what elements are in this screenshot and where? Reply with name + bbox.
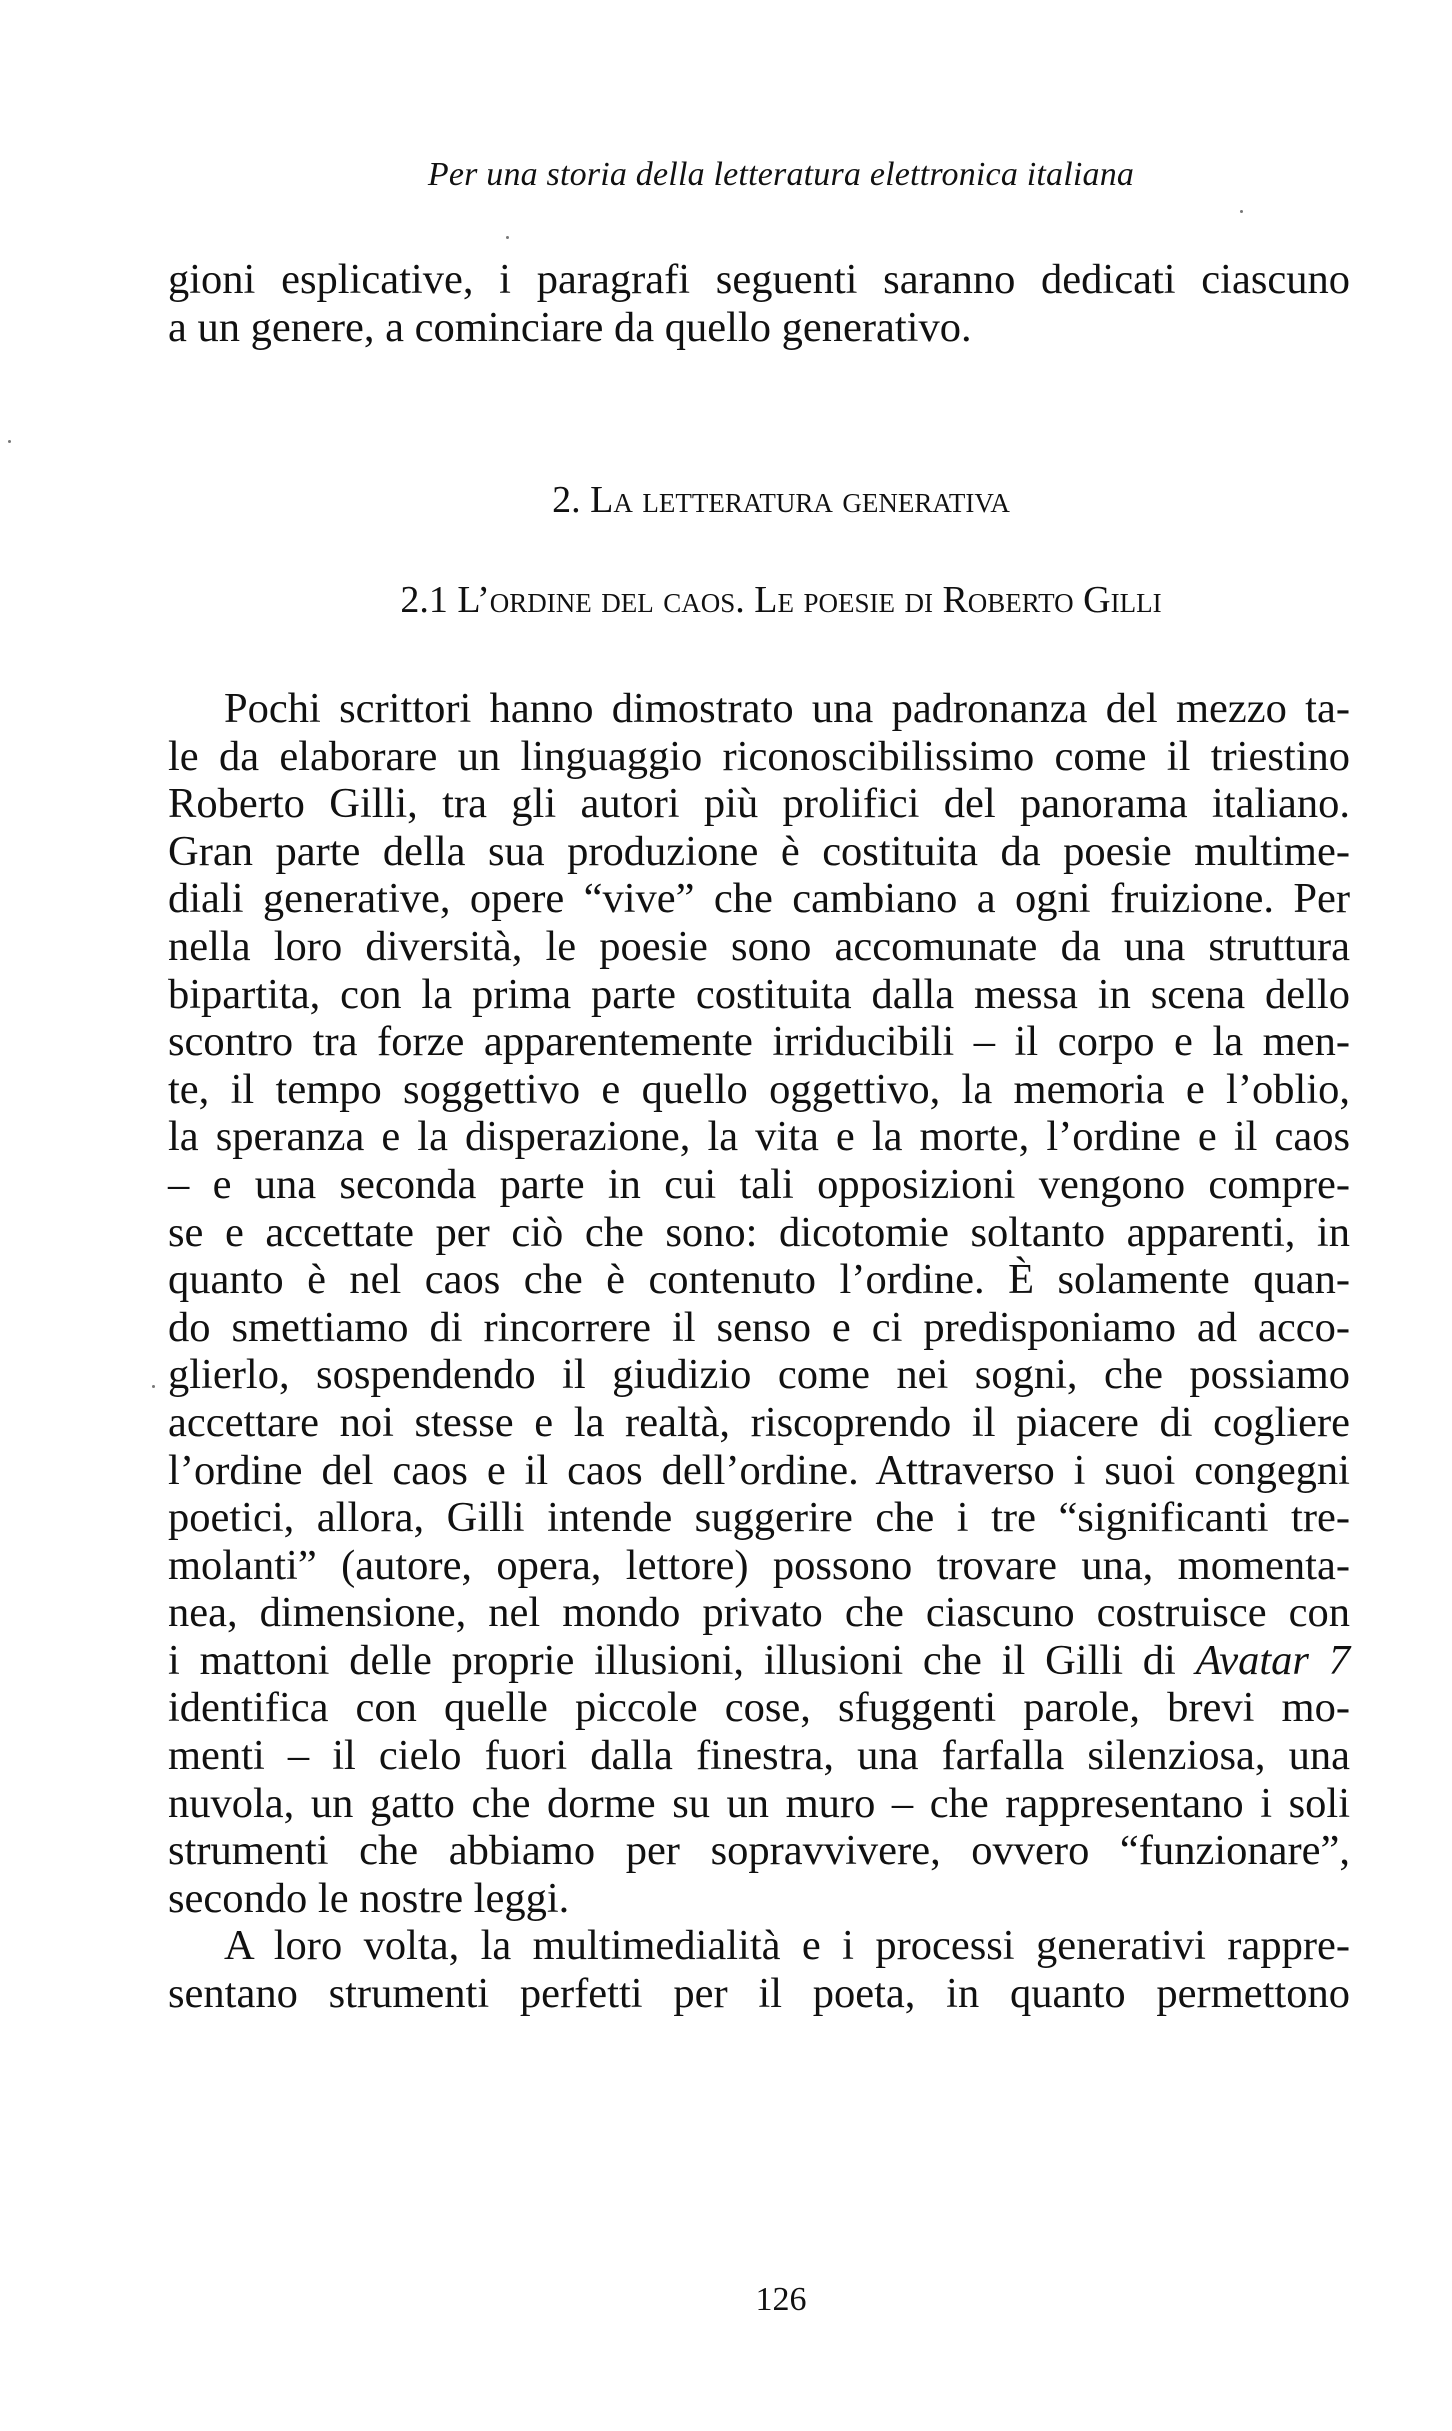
paragraph-2 (168, 1922, 1350, 2017)
text-line: – e una seconda parte in cui tali opposizioni vengono compre- (168, 1160, 1350, 1208)
text-line: Gran parte della sua produzione è costituita da poesie multime- (168, 827, 1350, 875)
text-line: accettare noi stesse e la realtà, riscoprendo il piacere di cogliere (168, 1398, 1350, 1446)
section-heading: 2.1 L’ordine del caos. Le poesie di Roberto Gilli (400, 579, 1162, 621)
text-line: molanti” (autore, opera, lettore) possono trovare una, momenta- (168, 1541, 1350, 1589)
text-line: la speranza e la disperazione, la vita e la morte, l’ordine e il caos (168, 1113, 1350, 1161)
text-line: gioni esplicative, i paragrafi seguenti saranno dedicati ciascuno (168, 256, 1350, 303)
text-line: te, il tempo soggettivo e quello oggettivo, la memoria e l’oblio, (168, 1065, 1350, 1113)
text-line: l’ordine del caos e il caos dell’ordine. Attraverso i suoi congegni (168, 1446, 1350, 1494)
text-line: identifica con quelle piccole cose, sfuggenti parole, brevi mo- (168, 1684, 1350, 1732)
scan-speck (152, 1385, 155, 1388)
text-line: glierlo, sospendendo il giudizio come nei sogni, che possiamo (168, 1351, 1350, 1399)
text-line: quanto è nel caos che è contenuto l’ordine. È solamente quan- (168, 1256, 1350, 1304)
paragraph-1 (168, 685, 1350, 1922)
text-line: a un genere, a cominciare da quello generativo. (168, 303, 972, 351)
text-line: A loro volta, la multimedialità e i processi generativi rappre- (224, 1922, 1350, 1970)
text-line: do smettiamo di rincorrere il senso e ci predisponiamo ad acco- (168, 1303, 1350, 1351)
scan-speck (8, 440, 11, 443)
text-line: nea, dimensione, nel mondo privato che ciascuno costruisce con (168, 1589, 1350, 1637)
text-line: se e accettate per ciò che sono: dicotomie soltanto apparenti, in (168, 1208, 1350, 1256)
scan-speck (1240, 210, 1243, 213)
text-line: Pochi scrittori hanno dimostrato una padronanza del mezzo ta- (224, 685, 1350, 732)
text-line: nuvola, un gatto che dorme su un muro – che rappresentano i soli (168, 1779, 1350, 1827)
chapter-heading: 2. La letteratura generativa (552, 479, 1010, 521)
page-number: 126 (755, 2281, 807, 2318)
running-header: Per una storia della letteratura elettronica italiana (427, 156, 1135, 193)
text-line: nella loro diversità, le poesie sono accomunate da una struttura (168, 922, 1350, 970)
body-text (168, 685, 1350, 2018)
text-line: le da elaborare un linguaggio riconoscibilissimo come il triestino (168, 732, 1350, 780)
text-line-with-title (168, 1637, 1350, 1685)
text-line: scontro tra forze apparentemente irriducibili – il corpo e la men- (168, 1018, 1350, 1066)
text-line: secondo le nostre leggi. (168, 1874, 570, 1922)
text-line: sentano strumenti perfetti per il poeta, in quanto permettono (168, 1970, 1350, 2018)
text-line: poetici, allora, Gilli intende suggerire che i tre “significanti tre- (168, 1494, 1350, 1542)
text-line: Roberto Gilli, tra gli autori più prolifici del panorama italiano. (168, 780, 1350, 828)
text-line: bipartita, con la prima parte costituita dalla messa in scena dello (168, 970, 1350, 1018)
text-line: diali generative, opere “vive” che cambiano a ogni fruizione. Per (168, 875, 1350, 923)
work-title-avatar-7: Avatar 7 (1195, 1636, 1350, 1684)
text-fragment: i mattoni delle proprie illusioni, illusioni che il Gilli di (168, 1636, 1196, 1684)
scan-speck (506, 236, 509, 239)
text-line: strumenti che abbiamo per sopravvivere, ovvero “funzionare”, (168, 1827, 1350, 1875)
intro-paragraph-continuation (168, 256, 1350, 351)
text-line: menti – il cielo fuori dalla finestra, una farfalla silenziosa, una (168, 1732, 1350, 1780)
